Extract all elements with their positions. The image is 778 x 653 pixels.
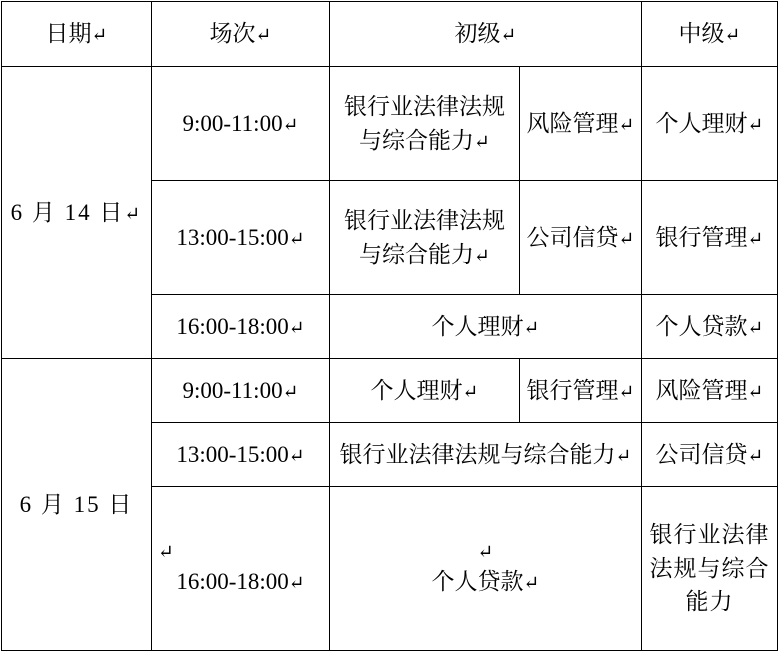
header-junior-label: 初级	[454, 21, 501, 47]
paragraph-mark-icon: ↵	[747, 317, 764, 339]
session-time-cell	[152, 295, 330, 359]
paragraph-mark-icon: ↵	[615, 445, 632, 467]
paragraph-mark-icon: ↵	[500, 25, 517, 47]
header-intermediate	[642, 2, 778, 67]
paragraph-mark-icon: ↵	[288, 317, 305, 339]
session-time-cell	[152, 422, 330, 486]
subject-label: 个人理财	[370, 377, 463, 403]
subject-label: 个人贷款	[655, 313, 748, 339]
subject-cell-intermediate	[642, 422, 778, 486]
subject-cell-junior-a	[330, 181, 520, 295]
subject-label: 个人贷款	[431, 568, 524, 594]
date-cell-june15	[2, 358, 152, 650]
paragraph-mark-icon: ↵	[124, 203, 143, 225]
session-time-label: 9:00-11:00	[182, 110, 283, 136]
paragraph-mark-icon: ↵	[288, 572, 305, 594]
paragraph-mark-icon: ↵	[282, 381, 299, 403]
subject-label: 个人理财	[431, 313, 524, 339]
subject-label: 银行管理	[526, 377, 619, 403]
paragraph-mark-icon: ↵	[288, 445, 305, 467]
table-body	[2, 67, 778, 651]
paragraph-mark-icon: ↵	[282, 114, 299, 136]
subject-cell-intermediate	[642, 358, 778, 422]
paragraph-mark-icon: ↵	[474, 245, 490, 267]
header-junior	[330, 2, 642, 67]
subject-label: 银行管理	[655, 224, 748, 250]
subject-cell-junior-merged	[330, 422, 642, 486]
subject-cell-intermediate	[642, 181, 778, 295]
subject-label: 风险管理	[526, 110, 619, 136]
session-time-label: 16:00-18:00	[176, 568, 289, 594]
header-date-label: 日期	[45, 21, 92, 47]
date-cell-june14	[2, 67, 152, 359]
table-row	[2, 358, 778, 422]
paragraph-mark-icon: ↵	[618, 114, 635, 136]
header-date	[2, 2, 152, 67]
subject-cell-junior-merged	[330, 295, 642, 359]
session-time-label: 13:00-15:00	[176, 224, 289, 250]
subject-label: 银行业法律法规与综合能力	[344, 94, 505, 153]
paragraph-mark-icon: ↵	[724, 25, 741, 47]
subject-cell-intermediate	[642, 486, 778, 650]
subject-cell-junior-merged	[330, 486, 642, 650]
subject-label: 个人理财	[655, 110, 748, 136]
paragraph-mark-icon: ↵	[288, 228, 305, 250]
session-time-label: 16:00-18:00	[176, 313, 289, 339]
paragraph-mark-icon: ↵	[477, 541, 494, 563]
table-row	[2, 67, 778, 181]
session-time-label: 9:00-11:00	[182, 377, 283, 403]
subject-cell-intermediate	[642, 67, 778, 181]
subject-cell-junior-b	[520, 181, 642, 295]
session-time-label: 13:00-15:00	[176, 441, 289, 467]
paragraph-mark-icon: ↵	[462, 381, 479, 403]
paragraph-mark-icon: ↵	[158, 541, 174, 563]
paragraph-mark-icon: ↵	[747, 381, 764, 403]
paragraph-mark-icon: ↵	[747, 445, 764, 467]
paragraph-mark-icon: ↵	[474, 131, 490, 153]
session-time-cell	[152, 181, 330, 295]
subject-cell-intermediate	[642, 295, 778, 359]
header-session-label: 场次	[209, 21, 256, 47]
header-session	[152, 2, 330, 67]
subject-label: 公司信贷	[526, 224, 619, 250]
paragraph-mark-icon: ↵	[91, 25, 108, 47]
subject-cell-junior-a	[330, 358, 520, 422]
paragraph-mark-icon: ↵	[255, 25, 272, 47]
date-label: 6 月 15 日	[19, 491, 134, 517]
subject-cell-junior-b	[520, 358, 642, 422]
paragraph-mark-icon: ↵	[618, 228, 635, 250]
document-page	[0, 1, 778, 653]
subject-label: 银行业法律法规与综合能力	[339, 441, 616, 467]
session-time-cell	[152, 67, 330, 181]
subject-cell-junior-a	[330, 67, 520, 181]
date-label: 6 月 14 日	[10, 199, 125, 225]
paragraph-mark-icon: ↵	[523, 317, 540, 339]
table-header	[2, 2, 778, 67]
session-time-cell	[152, 486, 330, 650]
paragraph-mark-icon: ↵	[747, 114, 764, 136]
session-time-cell	[152, 358, 330, 422]
table-header-row	[2, 2, 778, 67]
paragraph-mark-icon: ↵	[523, 572, 540, 594]
subject-cell-junior-b	[520, 67, 642, 181]
subject-label: 公司信贷	[655, 441, 748, 467]
subject-label: 风险管理	[655, 377, 748, 403]
subject-label: 银行业法律法规与综合能力	[649, 522, 770, 614]
exam-schedule-table	[1, 1, 778, 651]
paragraph-mark-icon: ↵	[747, 228, 764, 250]
subject-label: 银行业法律法规与综合能力	[344, 208, 505, 267]
paragraph-mark-icon: ↵	[618, 381, 635, 403]
header-intermediate-label: 中级	[678, 21, 725, 47]
